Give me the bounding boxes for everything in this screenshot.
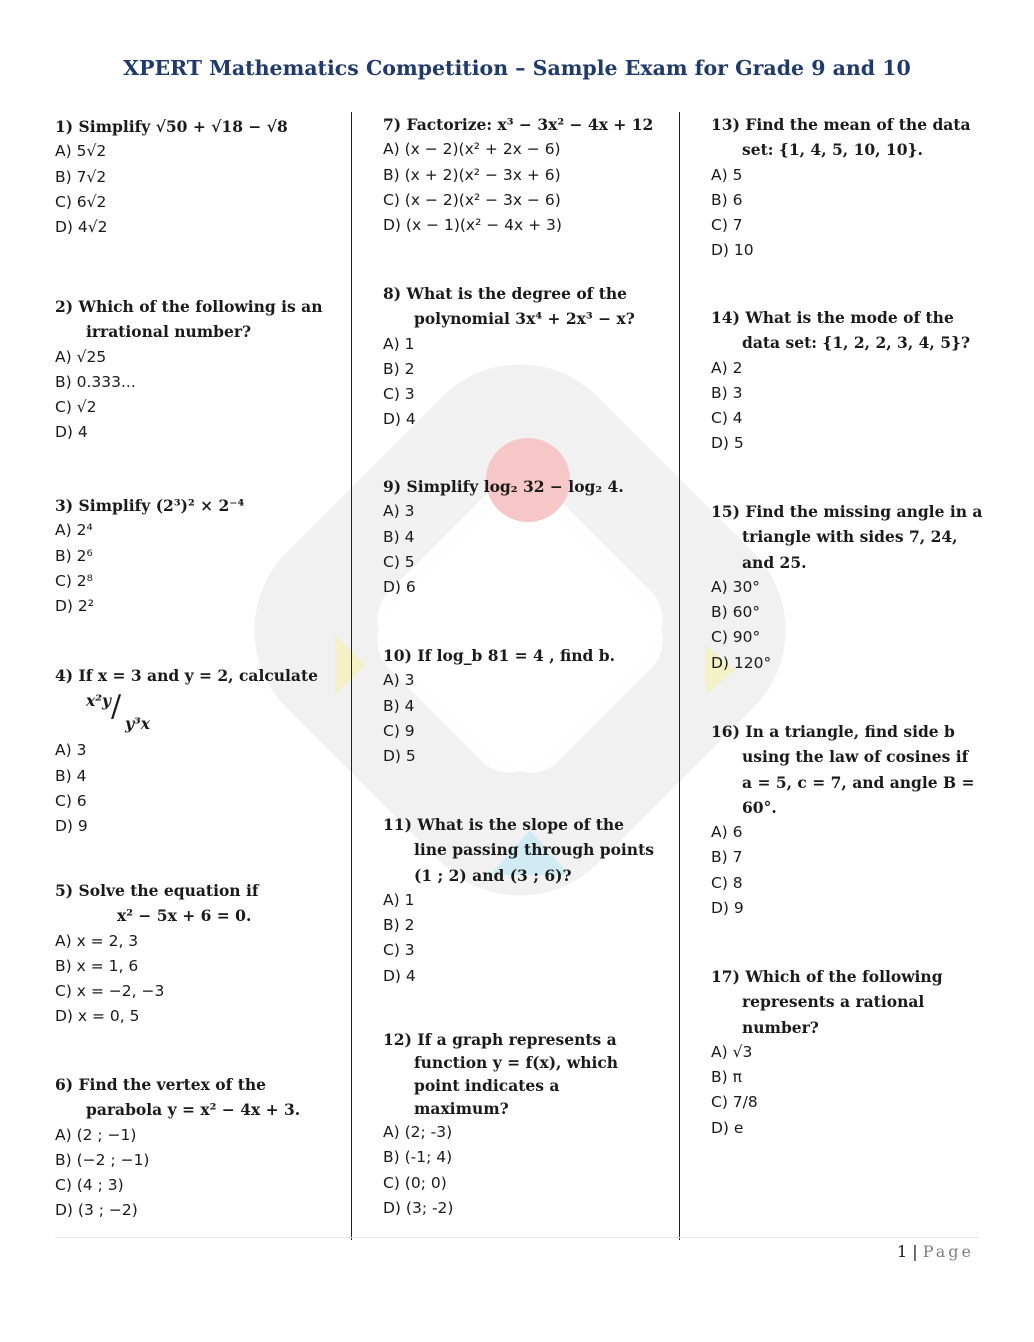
option-a: A) (2; -3) (383, 1123, 453, 1141)
question-4: 4) If x = 3 and y = 2, calculate x²y / y³x A) 3 B) 4 C) 6 D) 9 (55, 663, 318, 839)
option-b: B) (−2 ; −1) (55, 1150, 150, 1169)
column-divider-left (351, 112, 352, 1240)
option-d: D) 5 (383, 747, 416, 766)
question-2: 2) Which of the following is an irrational number? A) √25 B) 0.333... C) √2 D) 4 (55, 294, 322, 446)
option-c: C) 2⁸ (55, 571, 93, 590)
option-a: A) √25 (55, 347, 107, 366)
question-10: 10) If log_b 81 = 4 , find b. A) 3 B) 4 C) 9 D) 5 (383, 643, 615, 769)
option-a: A) (2 ; −1) (55, 1125, 137, 1144)
option-b: B) 60° (711, 603, 761, 622)
option-a: A) 3 (383, 502, 415, 521)
option-c: C) 6√2 (55, 192, 107, 211)
footer-separator: | (912, 1242, 918, 1261)
option-c: C) 7 (711, 216, 743, 235)
footer-rule (55, 1237, 979, 1238)
option-b: B) x = 1, 6 (55, 956, 139, 975)
option-b: B) 7√2 (55, 167, 107, 186)
option-d: D) 4 (383, 966, 416, 985)
option-b: B) 4 (383, 696, 415, 715)
option-d: D) 120° (711, 653, 772, 672)
question-1: 1) Simplify √50 + √18 − √8 A) 5√2 B) 7√2 C) 6√2 D) 4√2 (55, 114, 288, 240)
option-a: A) 5 (711, 165, 743, 184)
option-b: B) 3 (711, 383, 743, 402)
option-d: D) 5 (711, 434, 744, 453)
option-d: D) (3 ; −2) (55, 1201, 138, 1220)
option-a: A) 1 (383, 890, 415, 909)
question-3: 3) Simplify (2³)² × 2⁻⁴ A) 2⁴ B) 2⁶ C) 2⁸ D) 2² (55, 493, 244, 619)
option-d: D) 4 (55, 423, 88, 442)
option-d: D) e (711, 1118, 744, 1137)
option-b: B) π (711, 1068, 742, 1087)
question-15: 15) Find the missing angle in a triangle with sides 7, 24, and 25. A) 30° B) 60° C) 90° D) 120° (711, 499, 982, 676)
option-c: C) 7/8 (711, 1093, 758, 1112)
option-b: B) (-1; 4) (383, 1148, 453, 1167)
option-c: C) 9 (383, 721, 415, 740)
option-c: C) 90° (711, 628, 761, 647)
option-a: A) 30° (711, 577, 761, 596)
option-c: C) (0; 0) (383, 1173, 447, 1192)
page-footer (897, 1242, 974, 1261)
page-title: XPERT Mathematics Competition – Sample Exam for Grade 9 and 10 (123, 56, 911, 80)
fraction-expression: x²y / y³x (86, 689, 151, 734)
option-d: D) x = 0, 5 (55, 1007, 140, 1026)
option-d: D) 6 (383, 578, 416, 597)
question-9: 9) Simplify log₂ 32 − log₂ 4. A) 3 B) 4 C) 5 D) 6 (383, 474, 624, 600)
option-b: B) 6 (711, 190, 743, 209)
option-d: D) (3; -2) (383, 1198, 454, 1217)
question-14: 14) What is the mode of the data set: {1, 2, 2, 3, 4, 5}? A) 2 B) 3 C) 4 D) 5 (711, 305, 970, 457)
option-c: C) (4 ; 3) (55, 1176, 124, 1195)
option-b: B) 4 (383, 527, 415, 546)
option-b: B) 7 (711, 848, 743, 867)
question-6: 6) Find the vertex of the parabola y = x² − 4x + 3. A) (2 ; −1) B) (−2 ; −1) C) (4 ; 3) D) (3 ; −2) (55, 1072, 300, 1224)
option-d: D) 4√2 (55, 218, 108, 237)
option-d: D) (x − 1)(x² − 4x + 3) (383, 216, 562, 235)
option-a: A) 3 (55, 741, 87, 760)
question-12: 12) If a graph represents a function y = f(x), which point indicates a maximum? A) (2; -3) B) (-1; 4) C) (0; 0) D) (3; -2) (383, 1028, 618, 1221)
option-a: A) 2⁴ (55, 521, 93, 540)
option-a: A) x = 2, 3 (55, 931, 139, 950)
option-c: C) √2 (55, 398, 97, 417)
option-c: C) 3 (383, 385, 415, 404)
option-c: C) 8 (711, 873, 743, 892)
option-b: B) 2 (383, 916, 415, 935)
question-11: 11) What is the slope of the line passing through points (1 ; 2) and (3 ; 6)? A) 1 B) 2 C) 3 D) 4 (383, 812, 654, 989)
question-13: 13) Find the mean of the data set: {1, 4, 5, 10, 10}. A) 5 B) 6 C) 7 D) 10 (711, 112, 971, 264)
option-a: A) 6 (711, 823, 743, 842)
option-c: C) 4 (711, 409, 743, 428)
option-a: A) 1 (383, 334, 415, 353)
option-c: C) 6 (55, 791, 87, 810)
question-5: 5) Solve the equation if x² − 5x + 6 = 0. A) x = 2, 3 B) x = 1, 6 C) x = −2, −3 D) x = 0, 5 (55, 878, 259, 1030)
option-b: B) 2 (383, 359, 415, 378)
option-c: C) 5 (383, 552, 415, 571)
page-number: 1 (896, 1242, 908, 1261)
option-c: C) 3 (383, 941, 415, 960)
option-b: B) 4 (55, 766, 87, 785)
option-b: B) 0.333... (55, 372, 136, 391)
option-a: A) √3 (711, 1042, 753, 1061)
option-d: D) 2² (55, 597, 94, 616)
option-a: A) 5√2 (55, 142, 107, 161)
option-d: D) 9 (55, 817, 88, 836)
page-label: Page (922, 1242, 974, 1261)
question-7: 7) Factorize: x³ − 3x² − 4x + 12 A) (x − 2)(x² + 2x − 6) B) (x + 2)(x² − 3x + 6) C) (x − 2)(x² − 3x − 6) D) (x − 1)(x² − 4x + 3) (383, 112, 653, 238)
option-c: C) x = −2, −3 (55, 982, 165, 1001)
option-b: B) (x + 2)(x² − 3x + 6) (383, 165, 561, 184)
option-b: B) 2⁶ (55, 546, 93, 565)
question-8: 8) What is the degree of the polynomial 3x⁴ + 2x³ − x? A) 1 B) 2 C) 3 D) 4 (383, 281, 635, 433)
option-a: A) 2 (711, 358, 743, 377)
option-d: D) 4 (383, 410, 416, 429)
column-divider-right (679, 112, 680, 1240)
question-16: 16) In a triangle, find side b using the law of cosines if a = 5, c = 7, and angle B = 60°. A) 6 B) 7 C) 8 D) 9 (711, 719, 975, 921)
question-17: 17) Which of the following represents a rational number? A) √3 B) π C) 7/8 D) e (711, 964, 943, 1141)
option-a: A) (x − 2)(x² + 2x − 6) (383, 140, 561, 159)
option-d: D) 9 (711, 899, 744, 918)
option-c: C) (x − 2)(x² − 3x − 6) (383, 190, 561, 209)
option-a: A) 3 (383, 671, 415, 690)
option-d: D) 10 (711, 241, 754, 260)
